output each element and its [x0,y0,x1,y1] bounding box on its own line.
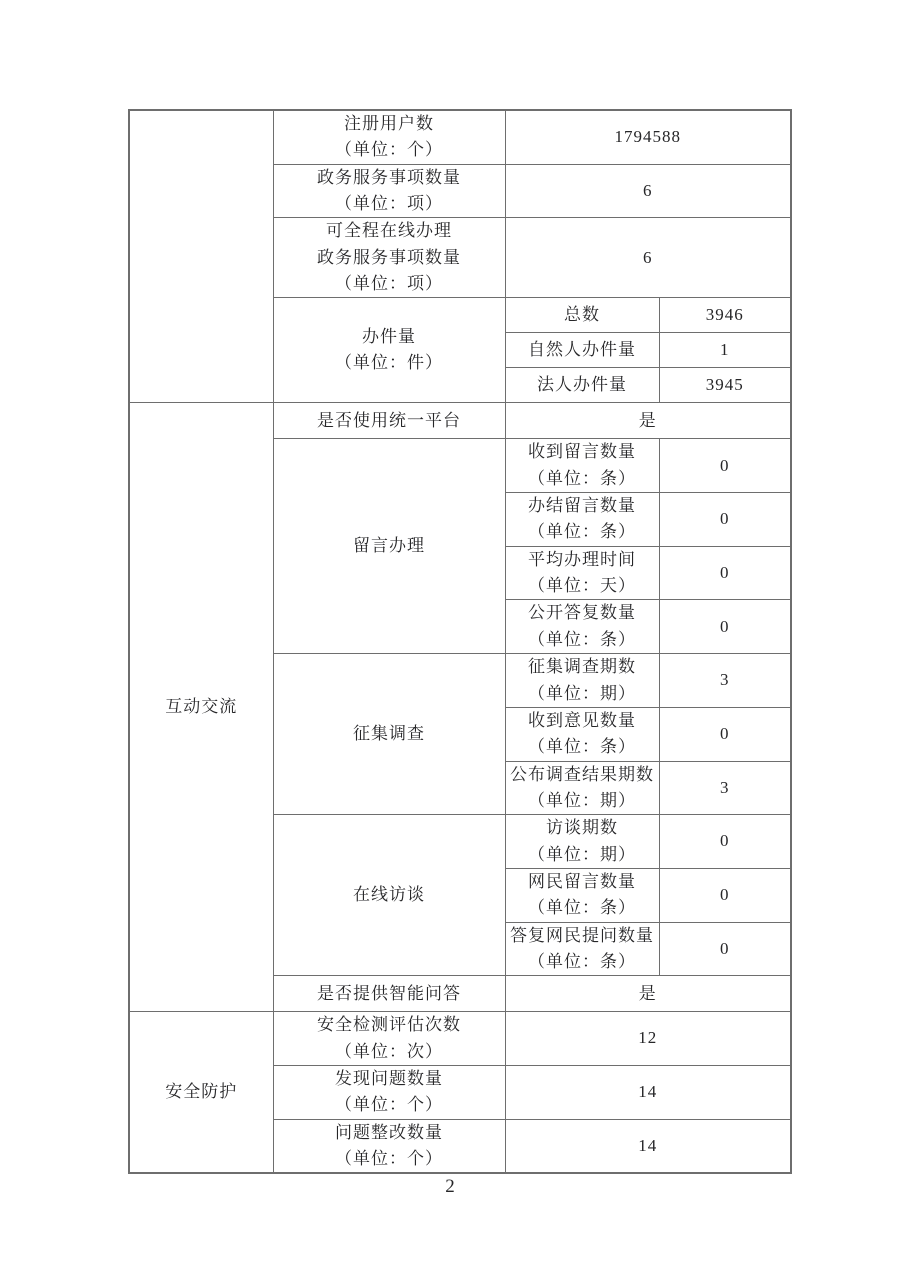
unit-line: （单位：条） [528,522,636,542]
registered-users-label [273,110,505,164]
security-checks-value: 12 [505,1012,791,1066]
label-line: 办结留言数量 [528,496,636,516]
unit-line: （单位：条） [528,629,636,649]
section1-label-cell [129,110,273,403]
service-items-label [273,164,505,218]
label-line: 安全检测评估次数 [317,1015,461,1035]
message-replies-value: 0 [659,600,791,654]
section2-label-cell: 互动交流 [129,403,273,1012]
survey-results-value: 3 [659,761,791,815]
cases-total-label: 总数 [505,298,659,333]
security-checks-label [273,1012,505,1066]
label-line: 访谈期数 [546,818,618,838]
message-received-value: 0 [659,439,791,493]
label-line: 发现问题数量 [335,1068,443,1088]
message-received-label [505,439,659,493]
survey-opinions-value: 0 [659,707,791,761]
unit-line: （单位：个） [335,1149,443,1168]
cases-natural-label: 自然人办件量 [505,333,659,368]
interview-answers-value: 0 [659,922,791,976]
online-items-label [273,218,505,298]
interview-periods-value: 0 [659,815,791,869]
unit-line: （单位：件） [335,353,443,373]
cases-legal-label: 法人办件量 [505,368,659,403]
interview-periods-label [505,815,659,869]
survey-periods-label [505,654,659,708]
message-avgtime-label [505,546,659,600]
label-line: 征集调查期数 [528,657,636,677]
label-line: 可全程在线办理 [326,221,452,241]
page-number: 2 [445,1176,455,1197]
cases-label [273,298,505,403]
smart-qa-label: 是否提供智能问答 [273,976,505,1012]
message-completed-label [505,493,659,547]
unit-line: （单位：天） [528,576,636,596]
message-avgtime-value: 0 [659,546,791,600]
problems-fixed-value: 14 [505,1119,791,1173]
report-table [128,109,792,1174]
unit-line: （单位：条） [528,737,636,757]
unified-platform-label: 是否使用统一平台 [273,403,505,439]
unified-platform-value: 是 [505,403,791,439]
label-line: 公布调查结果期数 [510,764,654,784]
unit-line: （单位：条） [528,468,636,488]
label-line: 办件量 [362,327,416,347]
interview-messages-value: 0 [659,868,791,922]
online-items-value: 6 [505,218,791,298]
message-group-label: 留言办理 [273,439,505,654]
label-line: 网民留言数量 [528,871,636,891]
message-replies-label [505,600,659,654]
problems-fixed-label [273,1119,505,1173]
interview-group-label: 在线访谈 [273,815,505,976]
unit-line: （单位：条） [528,898,636,918]
cases-total-value: 3946 [659,298,791,333]
unit-line: （单位：期） [528,683,636,703]
label-line: 收到留言数量 [528,442,636,462]
survey-opinions-label [505,707,659,761]
cases-legal-value: 3945 [659,368,791,403]
label-line: 政务服务事项数量 [317,247,461,267]
registered-users-value: 1794588 [505,110,791,164]
unit-line: （单位：项） [335,274,443,294]
survey-results-label [505,761,659,815]
unit-line: （单位：个） [335,1095,443,1115]
cases-natural-value: 1 [659,333,791,368]
label-line: 政务服务事项数量 [317,167,461,187]
label-line: 平均办理时间 [528,549,636,569]
unit-line: （单位：期） [528,844,636,864]
problems-found-value: 14 [505,1065,791,1119]
label-line: 注册用户数 [344,114,434,133]
survey-periods-value: 3 [659,654,791,708]
label-line: 问题整改数量 [335,1122,443,1142]
label-line: 公开答复数量 [528,603,636,623]
unit-line: （单位：项） [335,194,443,214]
unit-line: （单位：条） [528,951,636,971]
interview-answers-label [505,922,659,976]
unit-line: （单位：期） [528,790,636,810]
section3-label-cell: 安全防护 [129,1012,273,1174]
message-completed-value: 0 [659,493,791,547]
unit-line: （单位：次） [335,1041,443,1061]
label-line: 答复网民提问数量 [510,925,654,945]
service-items-value: 6 [505,164,791,218]
smart-qa-value: 是 [505,976,791,1012]
interview-messages-label [505,868,659,922]
label-line: 收到意见数量 [528,710,636,730]
unit-line: （单位：个） [335,140,443,160]
survey-group-label: 征集调查 [273,654,505,815]
problems-found-label [273,1065,505,1119]
